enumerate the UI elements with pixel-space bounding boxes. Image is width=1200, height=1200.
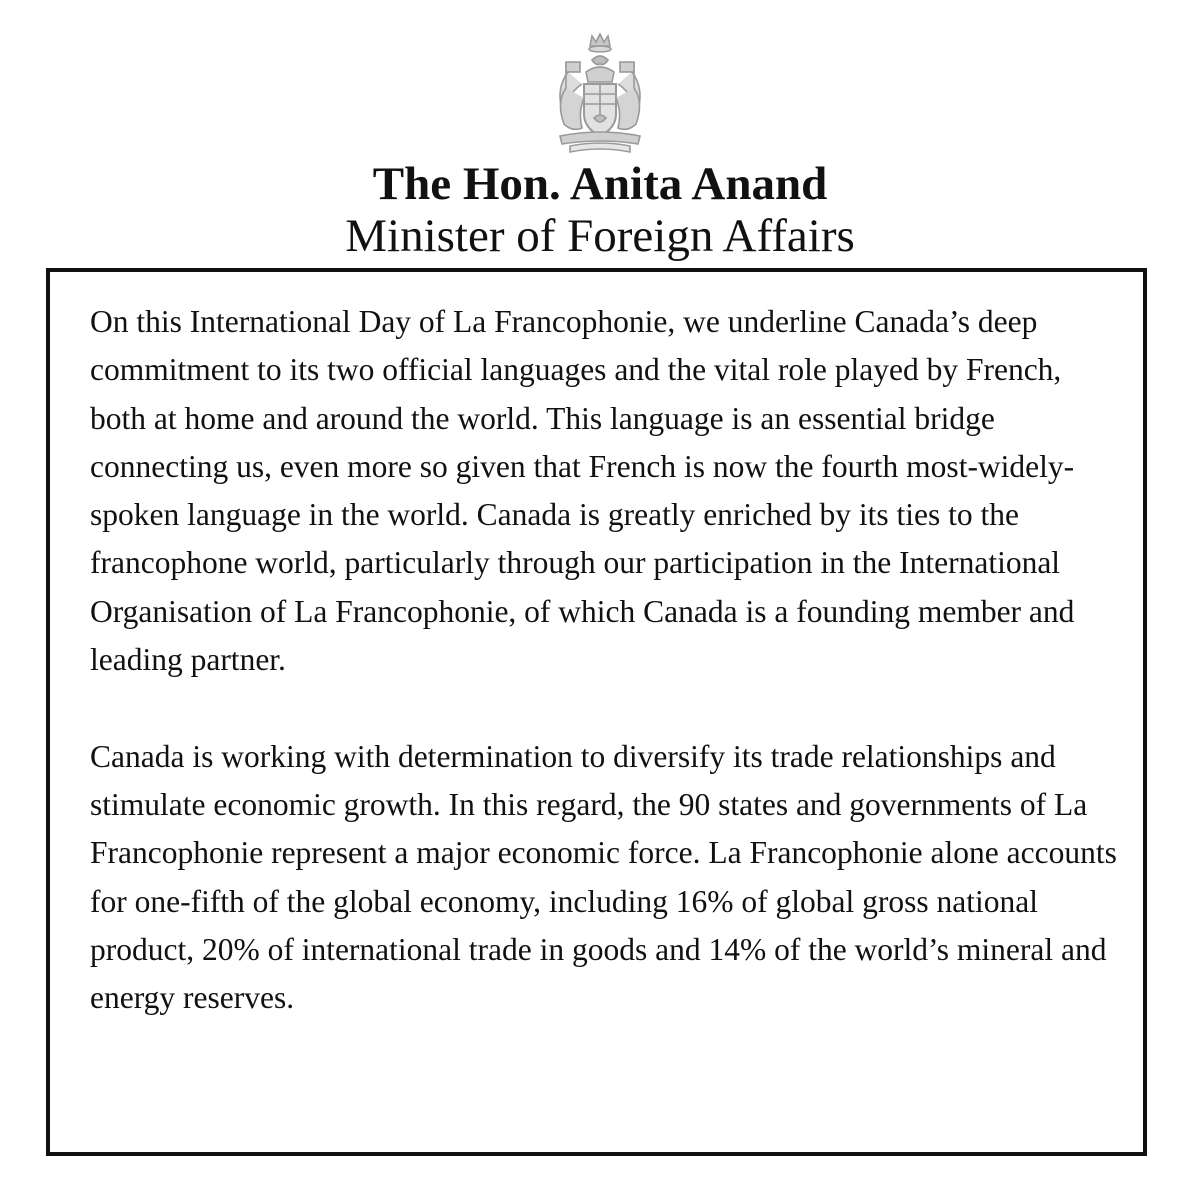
statement-body [90, 298, 1120, 1071]
minister-header [0, 158, 1200, 262]
statement-box [46, 268, 1147, 1156]
statement-paragraph: On this International Day of La Francophonie, we underline Canada’s deep commitment to its two official languages and the vital role played by French, both at home and around the world. This language is an essential bridge connecting us, even more so given that French is now the fourth most-widely-spoken language in the world. Canada is greatly enriched by its ties to the francophone world, particularly through our participation in the International Organisation of La Francophonie, of which Canada is a founding member and leading partner. [90, 304, 1075, 678]
minister-title: Minister of Foreign Affairs [345, 210, 855, 262]
coat-of-arms-icon [546, 32, 654, 158]
minister-name: The Hon. Anita Anand [372, 158, 828, 210]
statement-paragraph: Canada is working with determination to diversify its trade relationships and stimulate economic growth. In this regard, the 90 states and governments of La Francophonie represent a major economic force. La Francophonie alone accounts for one-fifth of the global economy, including 16% of global gross national product, 20% of international trade in goods and 14% of the world’s mineral and energy reserves. [90, 738, 1117, 1016]
